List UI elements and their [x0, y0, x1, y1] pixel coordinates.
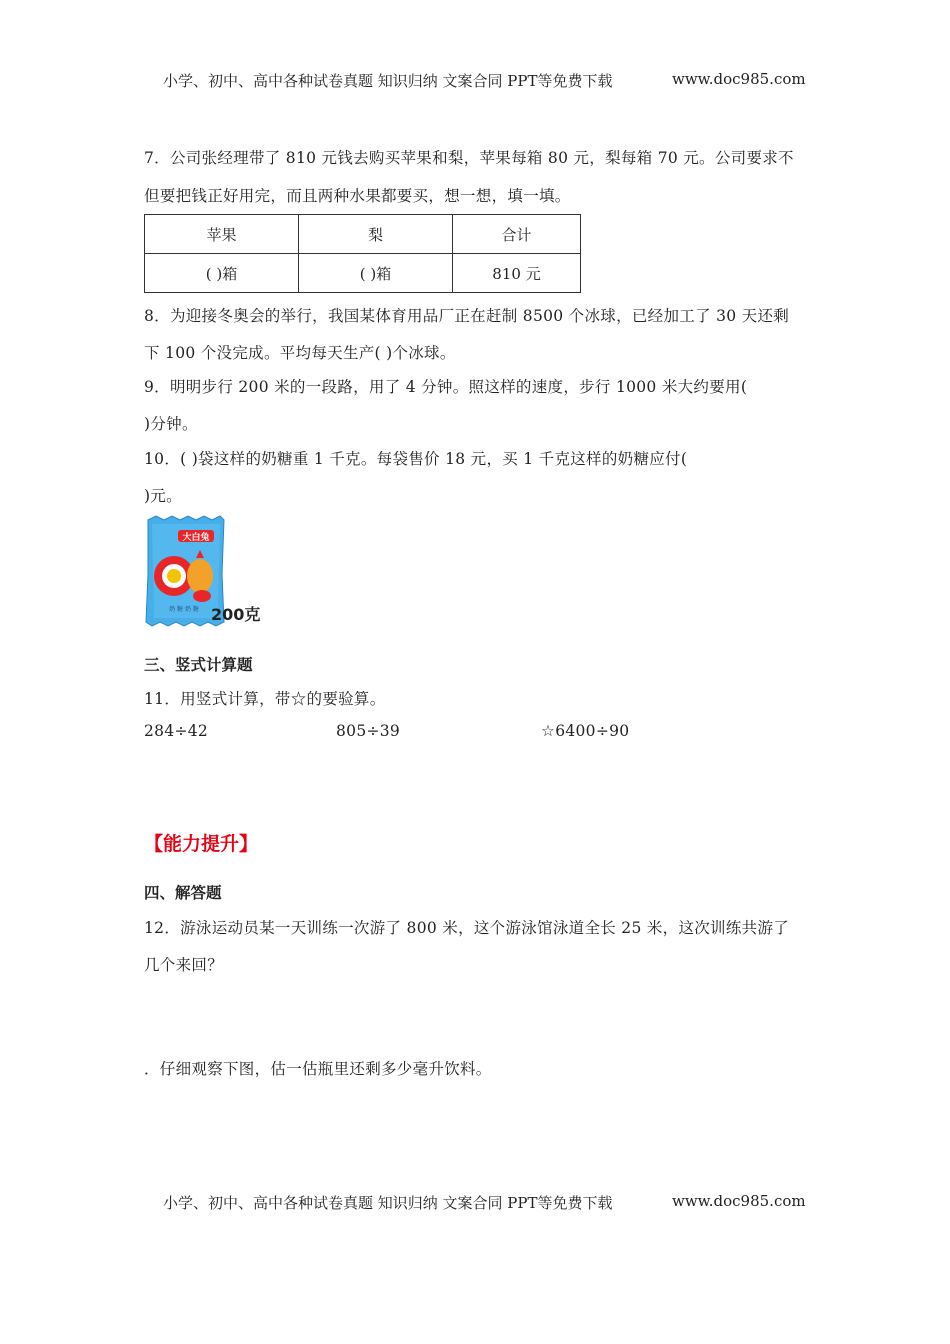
q12-line1: 12．游泳运动员某一天训练一次游了 800 米，这个游泳馆泳道全长 25 米，这次训练共游了	[144, 919, 790, 937]
q12-line2: 几个来回？	[144, 956, 224, 974]
page-header-url: www.doc985.com	[672, 70, 806, 88]
q10-line2: )元。	[144, 487, 182, 505]
q7-table-header-row	[145, 215, 581, 254]
page-header-text: 小学、初中、高中各种试卷真题 知识归纳 文案合同 PPT等免费下载	[163, 72, 613, 90]
q9-line1: 9．明明步行 200 米的一段路，用了 4 分钟。照这样的速度，步行 1000 米大约要用(	[144, 378, 748, 396]
page-footer-text: 小学、初中、高中各种试卷真题 知识归纳 文案合同 PPT等免费下载	[163, 1194, 613, 1212]
q13-text: ．仔细观察下图，估一估瓶里还剩多少毫升饮料。	[144, 1060, 492, 1078]
q11-text: 11．用竖式计算，带☆的要验算。	[144, 690, 386, 708]
section3-title: 三、竖式计算题	[144, 656, 253, 674]
q9-line2: )分钟。	[144, 415, 198, 433]
q8-line1: 8．为迎接冬奥会的举行，我国某体育用品厂正在赶制 8500 个冰球，已经加工了 30 天还剩	[144, 307, 790, 325]
q7-header-total: 合计	[453, 215, 581, 254]
section4-title: 四、解答题	[144, 884, 222, 902]
package-weight-label: 200克	[211, 605, 261, 624]
q10-line1: 10．( )袋这样的奶糖重 1 千克。每袋售价 18 元，买 1 千克这样的奶糖应付(	[144, 450, 688, 468]
q11-problem-1: 284÷42	[144, 722, 209, 740]
q7-apple-blank[interactable]: ( )箱	[145, 254, 299, 293]
q7-line2: 但要把钱正好用完，而且两种水果都要买，想一想，填一填。	[144, 187, 571, 205]
ability-heading: 【能力提升】	[144, 833, 259, 855]
q7-line1: 7．公司张经理带了 810 元钱去购买苹果和梨，苹果每箱 80 元，梨每箱 70 元。公司要求不	[144, 149, 794, 167]
q7-total-value: 810 元	[453, 254, 581, 293]
page-footer-url: www.doc985.com	[672, 1192, 806, 1210]
q7-pear-blank[interactable]: ( )箱	[299, 254, 453, 293]
svg-text:大白兔: 大白兔	[182, 533, 210, 543]
q11-problem-2: 805÷39	[336, 722, 401, 740]
q8-line2: 下 100 个没完成。平均每天生产( )个冰球。	[144, 344, 456, 362]
q7-table-answer-row	[145, 254, 581, 293]
q7-table	[144, 214, 581, 293]
q11-problem-3: ☆6400÷90	[541, 722, 630, 740]
svg-text:奶 糖 奶 糖: 奶 糖 奶 糖	[169, 606, 199, 613]
q7-header-pear: 梨	[299, 215, 453, 254]
q7-header-apple: 苹果	[145, 215, 299, 254]
